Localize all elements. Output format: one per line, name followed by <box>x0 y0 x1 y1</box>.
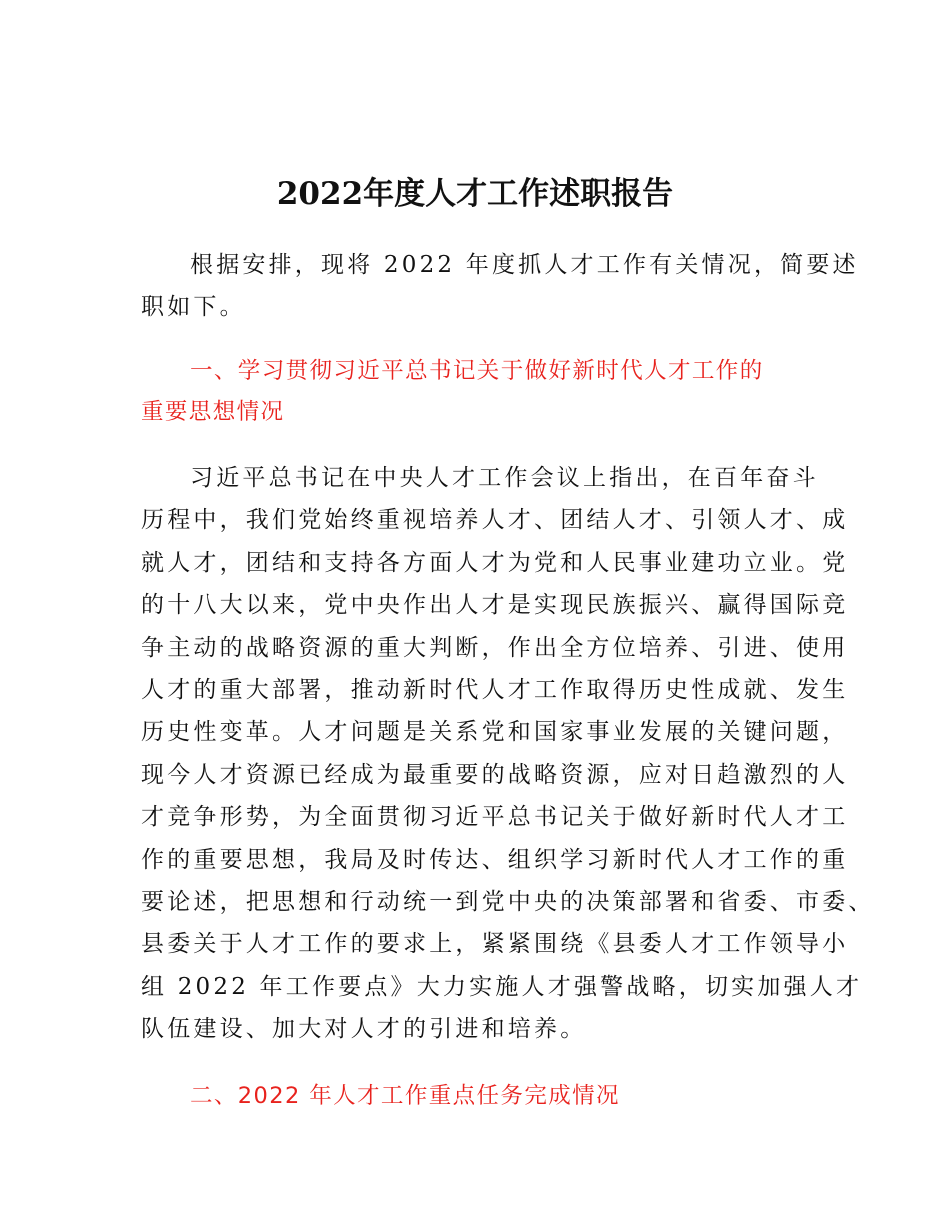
paragraph-line: 就人才，团结和支持各方面人才为党和人民事业建功立业。党 <box>141 549 849 576</box>
paragraph-line: 人才的重大部署，推动新时代人才工作取得历史性成就、发生 <box>141 677 849 703</box>
paragraph-line: 组 2022 年工作要点》大力实施人才强警战略，切实加强人才 <box>141 973 863 1000</box>
section-heading-2: 二、2022 年人才工作重点任务完成情况 <box>190 1083 620 1109</box>
paragraph-line: 历史性变革。人才问题是关系党和国家事业发展的关键问题， <box>141 719 849 746</box>
paragraph-line: 才竞争形势，为全面贯彻习近平总书记关于做好新时代人才工 <box>141 804 849 831</box>
paragraph-line: 习近平总书记在中央人才工作会议上指出，在百年奋斗 <box>190 465 819 491</box>
intro-line: 职如下。 <box>141 294 246 320</box>
paragraph-line: 队伍建设、加大对人才的引进和培养。 <box>141 1016 587 1043</box>
paragraph-line: 作的重要思想，我局及时传达、组织学习新时代人才工作的重 <box>141 846 849 873</box>
paragraph-line: 要论述，把思想和行动统一到党中央的决策部署和省委、市委、 <box>141 889 875 915</box>
paragraph-line: 的十八大以来，党中央作出人才是实现民族振兴、赢得国际竞 <box>141 592 849 619</box>
document-title: 2022年度人才工作述职报告 <box>276 176 674 212</box>
paragraph-line: 现今人才资源已经成为最重要的战略资源，应对日趋激烈的人 <box>141 761 849 788</box>
paragraph-line: 县委关于人才工作的要求上，紧紧围绕《县委人才工作领导小 <box>141 931 849 958</box>
paragraph-line: 历程中，我们党始终重视培养人才、团结人才、引领人才、成 <box>141 507 849 534</box>
intro-line: 根据安排，现将 2022 年度抓人才工作有关情况，简要述 <box>190 252 859 278</box>
section-heading-1: 一、学习贯彻习近平总书记关于做好新时代人才工作的 <box>190 358 764 384</box>
paragraph-line: 争主动的战略资源的重大判断，作出全方位培养、引进、使用 <box>141 634 849 661</box>
section-heading-1: 重要思想情况 <box>141 399 285 425</box>
